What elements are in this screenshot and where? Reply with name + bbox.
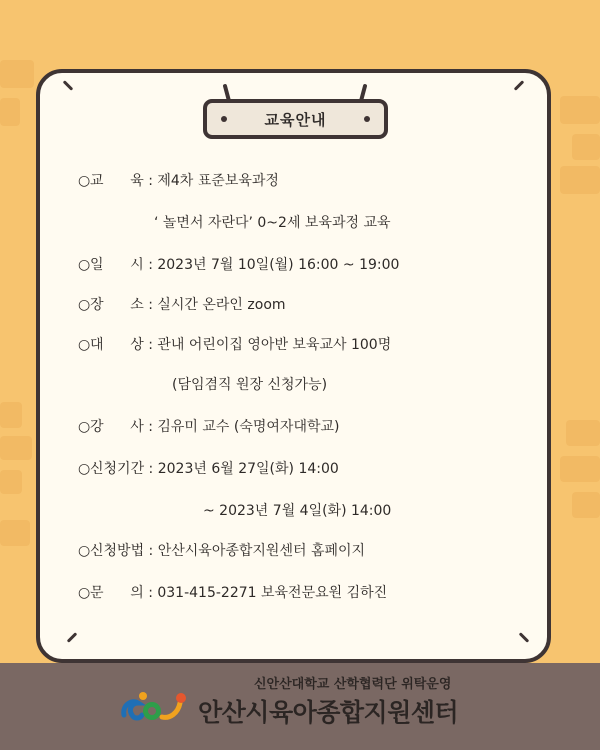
info-value: : 2023년 7월 10일(월) 16:00 ~ 19:00 — [143, 257, 400, 273]
info-value: ‘ 놀면서 자란다’ 0~2세 보육과정 교육 — [154, 215, 391, 231]
background-brick — [0, 98, 20, 126]
info-value: : 관내 어린이집 영아반 보육교사 100명 — [143, 337, 392, 353]
info-value: : 실시간 온라인 zoom — [143, 297, 286, 313]
info-row-target — [78, 334, 391, 354]
bullet-icon: ○ — [78, 543, 91, 559]
notice-board — [36, 69, 551, 663]
title-sign — [203, 99, 388, 139]
info-row-subject — [78, 170, 279, 190]
sign-dot-icon — [221, 116, 227, 122]
bullet-icon: ○ — [78, 337, 91, 353]
info-label: 일 시 — [90, 257, 144, 273]
info-value: ~ 2023년 7월 4일(화) 14:00 — [203, 503, 392, 519]
bullet-icon: ○ — [78, 585, 91, 601]
info-row-place — [78, 294, 286, 314]
bullet-icon: ○ — [78, 297, 91, 313]
info-row-target-note — [172, 374, 327, 394]
info-label: 신청기간 — [90, 461, 145, 477]
info-row-lecturer — [78, 416, 339, 436]
bullet-icon: ○ — [78, 419, 91, 435]
sign-dot-icon — [364, 116, 370, 122]
background-brick — [0, 436, 32, 460]
footer-center-name: 안산시육아종합지원센터 — [198, 698, 459, 727]
background-brick — [0, 470, 22, 494]
info-label: 문 의 — [90, 585, 144, 601]
info-row-subject-detail — [154, 212, 391, 232]
footer-subtitle: 신안산대학교 산학협력단 위탁운영 — [254, 677, 452, 692]
info-label: 강 사 — [90, 419, 144, 435]
background-brick — [0, 60, 34, 88]
bullet-icon: ○ — [78, 257, 91, 273]
info-value: : 031-415-2271 보육전문요원 김하진 — [143, 585, 388, 601]
info-row-contact — [78, 582, 387, 602]
background-brick — [572, 492, 600, 518]
background-brick — [0, 402, 22, 428]
info-value: : 안산시육아종합지원센터 홈페이지 — [144, 543, 366, 559]
info-row-datetime — [78, 254, 399, 274]
info-row-apply-method — [78, 540, 365, 560]
background-brick — [560, 456, 600, 482]
info-row-apply-period — [78, 458, 339, 478]
background-brick — [572, 134, 600, 160]
info-label: 교 육 — [90, 173, 144, 189]
bullet-icon: ○ — [78, 461, 91, 477]
info-label: 장 소 — [90, 297, 144, 313]
info-value: : 김유미 교수 (숙명여자대학교) — [143, 419, 340, 435]
background-brick — [0, 520, 30, 546]
bullet-icon: ○ — [78, 173, 91, 189]
background-brick — [566, 420, 600, 446]
info-row-apply-period-end — [203, 500, 391, 520]
background-brick — [560, 166, 600, 194]
footer-bar — [0, 663, 600, 750]
info-label: 신청방법 — [90, 543, 145, 559]
info-value: : 제4차 표준보육과정 — [143, 173, 279, 189]
background-brick — [560, 96, 600, 124]
center-logo-icon — [118, 689, 190, 725]
page-title: 교육안내 — [264, 110, 327, 129]
info-value: : 2023년 6월 27일(화) 14:00 — [144, 461, 339, 477]
info-value: (담임겸직 원장 신청가능) — [172, 377, 328, 393]
info-label: 대 상 — [90, 337, 144, 353]
